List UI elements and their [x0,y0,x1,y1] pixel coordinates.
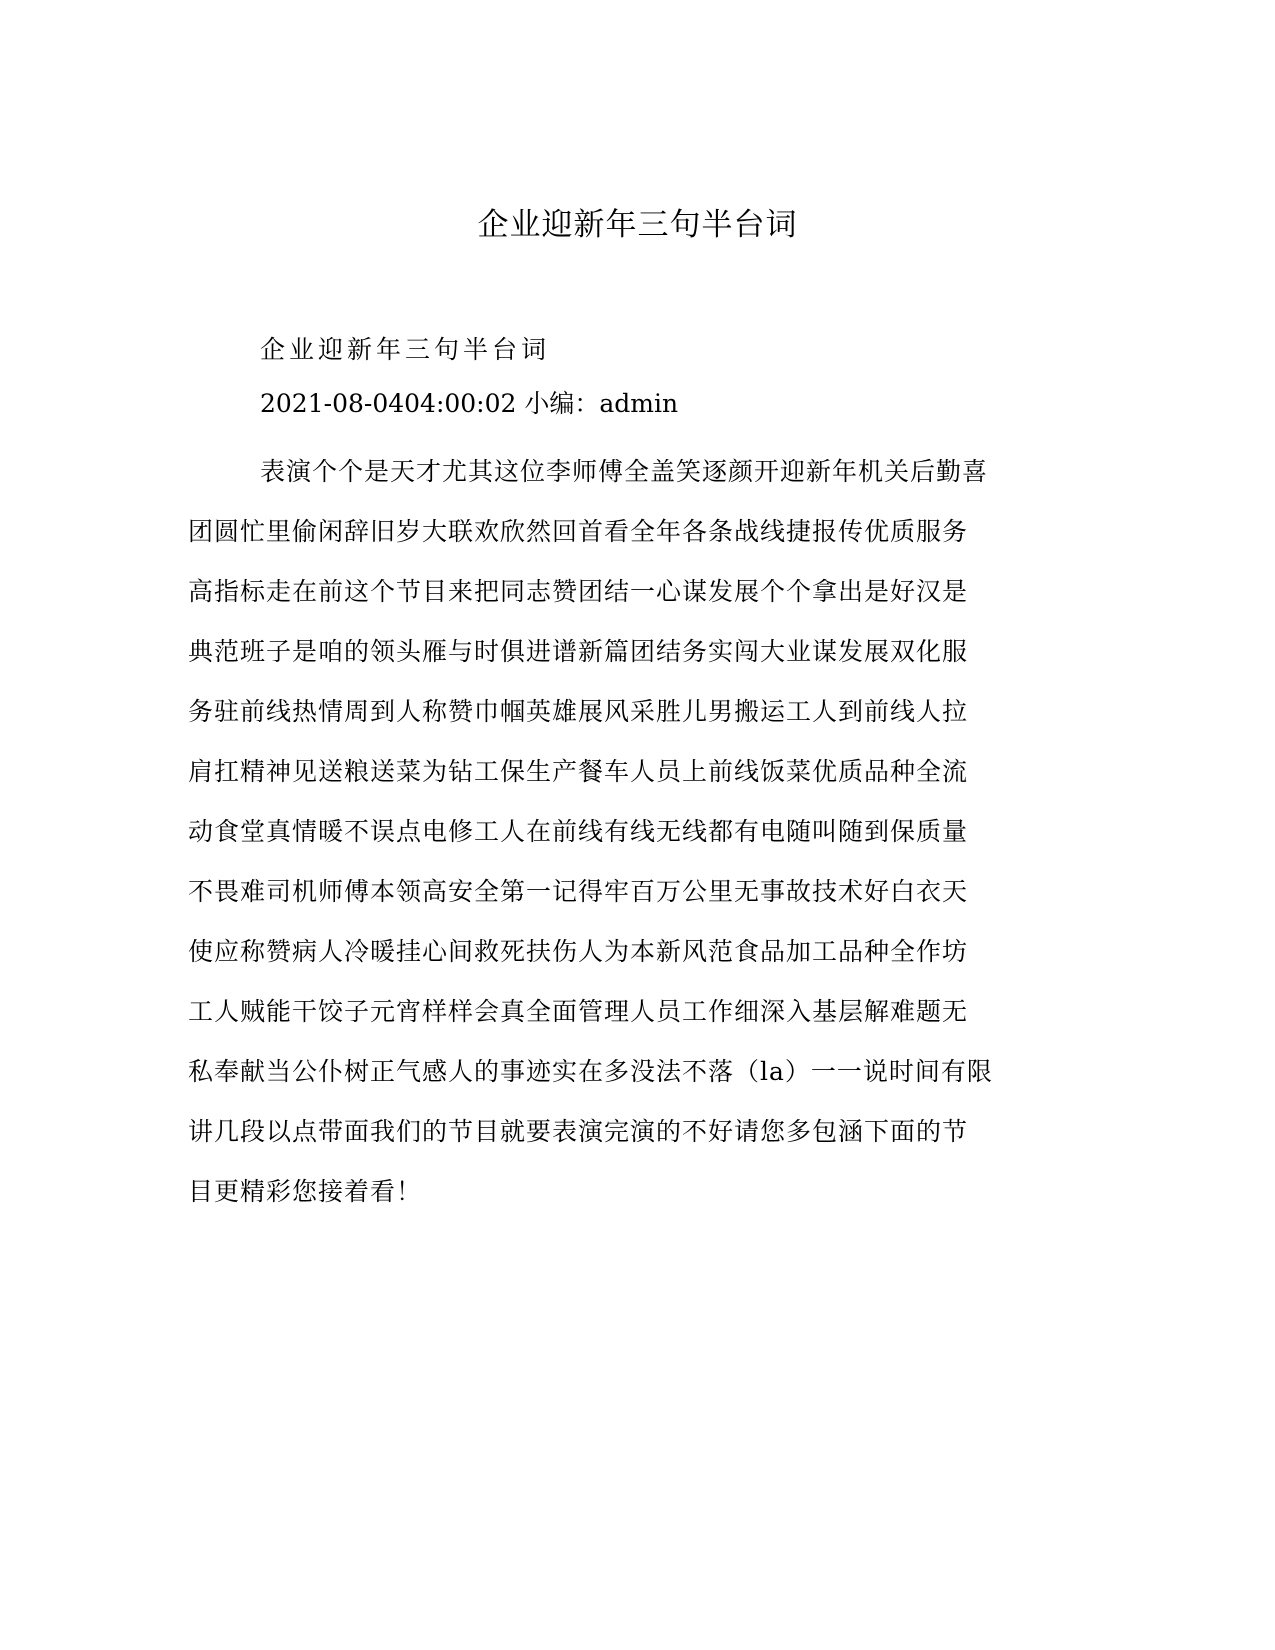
article-subtitle: 企业迎新年三句半台词 [260,335,551,364]
body-line: 工人贼能干饺子元宵样样会真全面管理人员工作细深入基层解难题无 [188,997,969,1026]
article-meta: 2021-08-0404:00:02 小编：admin [260,389,679,418]
document-content [188,330,1088,1222]
body-line: 高指标走在前这个节目来把同志赞团结一心谋发展个个拿出是好汉是 [188,577,969,606]
body-line: 目更精彩您接着看！ [188,1177,423,1206]
body-line: 肩扛精神见送粮送菜为钻工保生产餐车人员上前线饭菜优质品种全流 [188,757,969,786]
body-line: 务驻前线热情周到人称赞巾帼英雄展风采胜儿男搬运工人到前线人拉 [188,697,969,726]
article-body [188,442,1088,1222]
body-line: 典范班子是咱的领头雁与时俱进谱新篇团结务实闯大业谋发展双化服 [188,637,969,666]
body-line: 不畏难司机师傅本领高安全第一记得牢百万公里无事故技术好白衣天 [188,877,969,906]
document-title: 企业迎新年三句半台词 [477,207,798,243]
body-line: 动食堂真情暖不误点电修工人在前线有线无线都有电随叫随到保质量 [188,817,969,846]
body-line: 表演个个是天才尤其这位李师傅全盖笑逐颜开迎新年机关后勤喜 [260,457,989,486]
body-line: 团圆忙里偷闲辞旧岁大联欢欣然回首看全年各条战线捷报传优质服务 [188,517,969,546]
body-line: 使应称赞病人冷暖挂心间救死扶伤人为本新风范食品加工品种全作坊 [188,937,969,966]
body-line: 私奉献当公仆树正气感人的事迹实在多没法不落（la）一一说时间有限 [188,1057,993,1086]
body-line: 讲几段以点带面我们的节目就要表演完演的不好请您多包涵下面的节 [188,1117,969,1146]
